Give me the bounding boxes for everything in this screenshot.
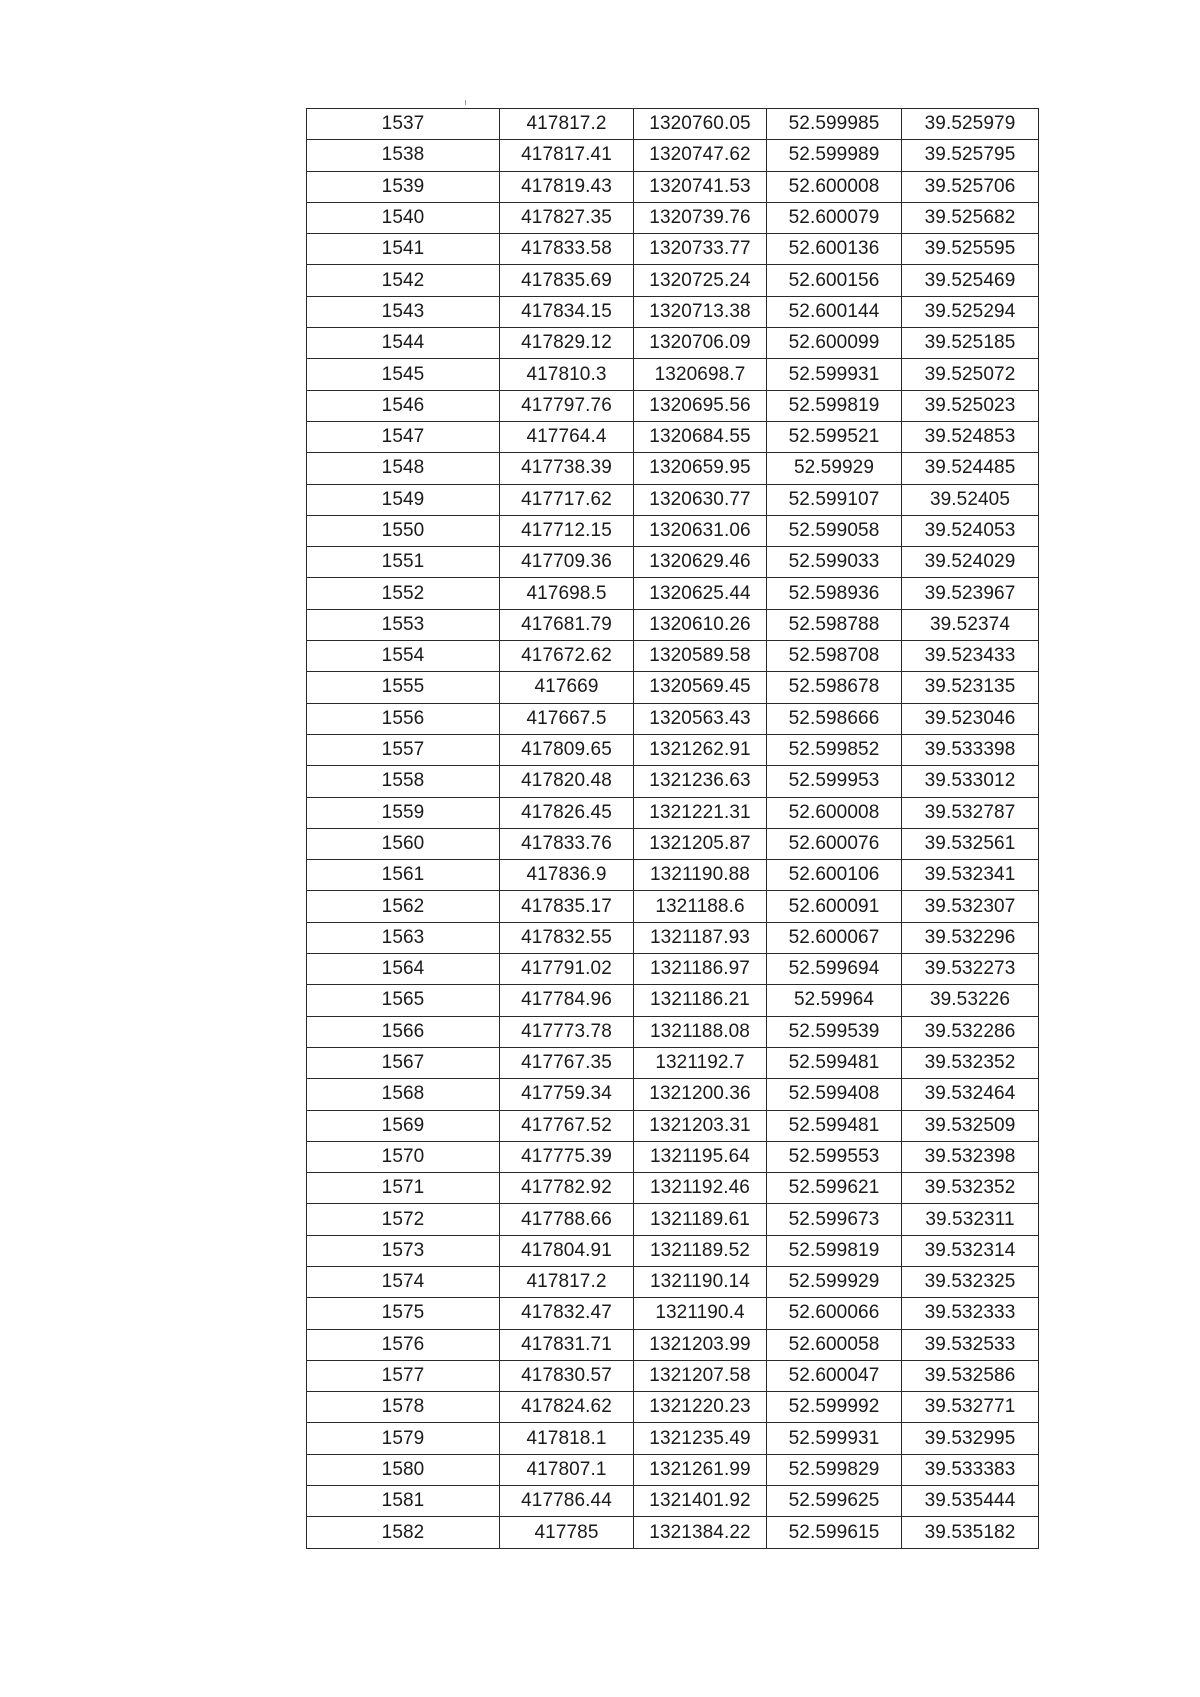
point-number-cell: 1542 bbox=[307, 265, 500, 296]
longitude-cell: 39.532286 bbox=[902, 1016, 1039, 1047]
point-number-cell: 1581 bbox=[307, 1486, 500, 1517]
point-number-cell: 1569 bbox=[307, 1110, 500, 1141]
y-coordinate-cell: 1320713.38 bbox=[634, 296, 767, 327]
table-row bbox=[307, 296, 1039, 327]
longitude-cell: 39.535444 bbox=[902, 1486, 1039, 1517]
table-row bbox=[307, 578, 1039, 609]
table-row bbox=[307, 1173, 1039, 1204]
latitude-cell: 52.600076 bbox=[767, 828, 902, 859]
longitude-cell: 39.532314 bbox=[902, 1235, 1039, 1266]
y-coordinate-cell: 1321261.99 bbox=[634, 1454, 767, 1485]
x-coordinate-cell: 417804.91 bbox=[500, 1235, 634, 1266]
table-row bbox=[307, 1392, 1039, 1423]
point-number-cell: 1551 bbox=[307, 547, 500, 578]
longitude-cell: 39.524029 bbox=[902, 547, 1039, 578]
point-number-cell: 1571 bbox=[307, 1173, 500, 1204]
latitude-cell: 52.598788 bbox=[767, 609, 902, 640]
table-row bbox=[307, 109, 1039, 140]
table-row bbox=[307, 140, 1039, 171]
y-coordinate-cell: 1321220.23 bbox=[634, 1392, 767, 1423]
latitude-cell: 52.598666 bbox=[767, 703, 902, 734]
x-coordinate-cell: 417775.39 bbox=[500, 1141, 634, 1172]
x-coordinate-cell: 417834.15 bbox=[500, 296, 634, 327]
x-coordinate-cell: 417681.79 bbox=[500, 609, 634, 640]
point-number-cell: 1541 bbox=[307, 234, 500, 265]
x-coordinate-cell: 417819.43 bbox=[500, 171, 634, 202]
table-row bbox=[307, 1110, 1039, 1141]
y-coordinate-cell: 1321190.14 bbox=[634, 1266, 767, 1297]
table-row bbox=[307, 641, 1039, 672]
x-coordinate-cell: 417712.15 bbox=[500, 515, 634, 546]
point-number-cell: 1557 bbox=[307, 734, 500, 765]
table-row bbox=[307, 234, 1039, 265]
point-number-cell: 1567 bbox=[307, 1047, 500, 1078]
point-number-cell: 1579 bbox=[307, 1423, 500, 1454]
y-coordinate-cell: 1321195.64 bbox=[634, 1141, 767, 1172]
y-coordinate-cell: 1321187.93 bbox=[634, 922, 767, 953]
table-row bbox=[307, 390, 1039, 421]
latitude-cell: 52.599033 bbox=[767, 547, 902, 578]
y-coordinate-cell: 1320625.44 bbox=[634, 578, 767, 609]
x-coordinate-cell: 417826.45 bbox=[500, 797, 634, 828]
longitude-cell: 39.532352 bbox=[902, 1173, 1039, 1204]
table-row bbox=[307, 1047, 1039, 1078]
x-coordinate-cell: 417818.1 bbox=[500, 1423, 634, 1454]
y-coordinate-cell: 1321384.22 bbox=[634, 1517, 767, 1548]
point-number-cell: 1546 bbox=[307, 390, 500, 421]
point-number-cell: 1556 bbox=[307, 703, 500, 734]
table-row bbox=[307, 421, 1039, 452]
table-row bbox=[307, 359, 1039, 390]
y-coordinate-cell: 1321189.61 bbox=[634, 1204, 767, 1235]
table-row bbox=[307, 860, 1039, 891]
y-coordinate-cell: 1321188.6 bbox=[634, 891, 767, 922]
y-coordinate-cell: 1321203.31 bbox=[634, 1110, 767, 1141]
point-number-cell: 1573 bbox=[307, 1235, 500, 1266]
x-coordinate-cell: 417833.76 bbox=[500, 828, 634, 859]
x-coordinate-cell: 417833.58 bbox=[500, 234, 634, 265]
x-coordinate-cell: 417829.12 bbox=[500, 328, 634, 359]
longitude-cell: 39.523433 bbox=[902, 641, 1039, 672]
y-coordinate-cell: 1320741.53 bbox=[634, 171, 767, 202]
longitude-cell: 39.533383 bbox=[902, 1454, 1039, 1485]
table-row bbox=[307, 797, 1039, 828]
y-coordinate-cell: 1321205.87 bbox=[634, 828, 767, 859]
latitude-cell: 52.599992 bbox=[767, 1392, 902, 1423]
point-number-cell: 1560 bbox=[307, 828, 500, 859]
table-row bbox=[307, 1360, 1039, 1391]
latitude-cell: 52.599481 bbox=[767, 1047, 902, 1078]
longitude-cell: 39.523967 bbox=[902, 578, 1039, 609]
longitude-cell: 39.532307 bbox=[902, 891, 1039, 922]
table-row bbox=[307, 672, 1039, 703]
longitude-cell: 39.525072 bbox=[902, 359, 1039, 390]
longitude-cell: 39.525469 bbox=[902, 265, 1039, 296]
table-row bbox=[307, 1079, 1039, 1110]
point-number-cell: 1554 bbox=[307, 641, 500, 672]
x-coordinate-cell: 417782.92 bbox=[500, 1173, 634, 1204]
table-row bbox=[307, 922, 1039, 953]
x-coordinate-cell: 417831.71 bbox=[500, 1329, 634, 1360]
y-coordinate-cell: 1321200.36 bbox=[634, 1079, 767, 1110]
y-coordinate-cell: 1320569.45 bbox=[634, 672, 767, 703]
table-row bbox=[307, 547, 1039, 578]
longitude-cell: 39.532787 bbox=[902, 797, 1039, 828]
table-row bbox=[307, 766, 1039, 797]
x-coordinate-cell: 417672.62 bbox=[500, 641, 634, 672]
point-number-cell: 1538 bbox=[307, 140, 500, 171]
latitude-cell: 52.59964 bbox=[767, 985, 902, 1016]
point-number-cell: 1540 bbox=[307, 202, 500, 233]
longitude-cell: 39.524053 bbox=[902, 515, 1039, 546]
point-number-cell: 1568 bbox=[307, 1079, 500, 1110]
point-number-cell: 1549 bbox=[307, 484, 500, 515]
y-coordinate-cell: 1321207.58 bbox=[634, 1360, 767, 1391]
x-coordinate-cell: 417698.5 bbox=[500, 578, 634, 609]
latitude-cell: 52.600058 bbox=[767, 1329, 902, 1360]
point-number-cell: 1563 bbox=[307, 922, 500, 953]
table-row bbox=[307, 985, 1039, 1016]
table-row bbox=[307, 171, 1039, 202]
table-row bbox=[307, 1423, 1039, 1454]
latitude-cell: 52.600099 bbox=[767, 328, 902, 359]
longitude-cell: 39.52405 bbox=[902, 484, 1039, 515]
table-row bbox=[307, 609, 1039, 640]
latitude-cell: 52.600156 bbox=[767, 265, 902, 296]
y-coordinate-cell: 1321235.49 bbox=[634, 1423, 767, 1454]
longitude-cell: 39.525294 bbox=[902, 296, 1039, 327]
table-row bbox=[307, 703, 1039, 734]
latitude-cell: 52.600047 bbox=[767, 1360, 902, 1391]
point-number-cell: 1564 bbox=[307, 954, 500, 985]
x-coordinate-cell: 417817.2 bbox=[500, 109, 634, 140]
longitude-cell: 39.533398 bbox=[902, 734, 1039, 765]
x-coordinate-cell: 417836.9 bbox=[500, 860, 634, 891]
y-coordinate-cell: 1320760.05 bbox=[634, 109, 767, 140]
point-number-cell: 1559 bbox=[307, 797, 500, 828]
y-coordinate-cell: 1320631.06 bbox=[634, 515, 767, 546]
latitude-cell: 52.599931 bbox=[767, 1423, 902, 1454]
longitude-cell: 39.532352 bbox=[902, 1047, 1039, 1078]
y-coordinate-cell: 1320725.24 bbox=[634, 265, 767, 296]
latitude-cell: 52.599694 bbox=[767, 954, 902, 985]
x-coordinate-cell: 417767.35 bbox=[500, 1047, 634, 1078]
table-row bbox=[307, 1454, 1039, 1485]
point-number-cell: 1570 bbox=[307, 1141, 500, 1172]
table-row bbox=[307, 1486, 1039, 1517]
longitude-cell: 39.532771 bbox=[902, 1392, 1039, 1423]
latitude-cell: 52.599931 bbox=[767, 359, 902, 390]
latitude-cell: 52.600067 bbox=[767, 922, 902, 953]
x-coordinate-cell: 417759.34 bbox=[500, 1079, 634, 1110]
latitude-cell: 52.600008 bbox=[767, 797, 902, 828]
y-coordinate-cell: 1321401.92 bbox=[634, 1486, 767, 1517]
y-coordinate-cell: 1320589.58 bbox=[634, 641, 767, 672]
longitude-cell: 39.532995 bbox=[902, 1423, 1039, 1454]
longitude-cell: 39.532325 bbox=[902, 1266, 1039, 1297]
point-number-cell: 1562 bbox=[307, 891, 500, 922]
x-coordinate-cell: 417824.62 bbox=[500, 1392, 634, 1423]
point-number-cell: 1553 bbox=[307, 609, 500, 640]
point-number-cell: 1537 bbox=[307, 109, 500, 140]
latitude-cell: 52.600066 bbox=[767, 1298, 902, 1329]
longitude-cell: 39.523046 bbox=[902, 703, 1039, 734]
longitude-cell: 39.525979 bbox=[902, 109, 1039, 140]
longitude-cell: 39.532341 bbox=[902, 860, 1039, 891]
table-row bbox=[307, 1298, 1039, 1329]
table-row bbox=[307, 828, 1039, 859]
y-coordinate-cell: 1320706.09 bbox=[634, 328, 767, 359]
latitude-cell: 52.599985 bbox=[767, 109, 902, 140]
point-number-cell: 1550 bbox=[307, 515, 500, 546]
x-coordinate-cell: 417791.02 bbox=[500, 954, 634, 985]
x-coordinate-cell: 417820.48 bbox=[500, 766, 634, 797]
y-coordinate-cell: 1321236.63 bbox=[634, 766, 767, 797]
y-coordinate-cell: 1321221.31 bbox=[634, 797, 767, 828]
y-coordinate-cell: 1321192.7 bbox=[634, 1047, 767, 1078]
latitude-cell: 52.600079 bbox=[767, 202, 902, 233]
point-number-cell: 1545 bbox=[307, 359, 500, 390]
point-number-cell: 1547 bbox=[307, 421, 500, 452]
point-number-cell: 1544 bbox=[307, 328, 500, 359]
y-coordinate-cell: 1320630.77 bbox=[634, 484, 767, 515]
longitude-cell: 39.532533 bbox=[902, 1329, 1039, 1360]
latitude-cell: 52.598708 bbox=[767, 641, 902, 672]
point-number-cell: 1577 bbox=[307, 1360, 500, 1391]
latitude-cell: 52.599953 bbox=[767, 766, 902, 797]
point-number-cell: 1580 bbox=[307, 1454, 500, 1485]
latitude-cell: 52.598936 bbox=[767, 578, 902, 609]
point-number-cell: 1558 bbox=[307, 766, 500, 797]
table-row bbox=[307, 1329, 1039, 1360]
x-coordinate-cell: 417785 bbox=[500, 1517, 634, 1548]
latitude-cell: 52.600091 bbox=[767, 891, 902, 922]
longitude-cell: 39.525185 bbox=[902, 328, 1039, 359]
x-coordinate-cell: 417709.36 bbox=[500, 547, 634, 578]
latitude-cell: 52.599107 bbox=[767, 484, 902, 515]
scan-artifact-mark bbox=[465, 100, 466, 105]
y-coordinate-cell: 1321203.99 bbox=[634, 1329, 767, 1360]
x-coordinate-cell: 417773.78 bbox=[500, 1016, 634, 1047]
latitude-cell: 52.599539 bbox=[767, 1016, 902, 1047]
table-row bbox=[307, 453, 1039, 484]
longitude-cell: 39.532273 bbox=[902, 954, 1039, 985]
x-coordinate-cell: 417809.65 bbox=[500, 734, 634, 765]
point-number-cell: 1552 bbox=[307, 578, 500, 609]
point-number-cell: 1575 bbox=[307, 1298, 500, 1329]
x-coordinate-cell: 417832.47 bbox=[500, 1298, 634, 1329]
table-row bbox=[307, 734, 1039, 765]
longitude-cell: 39.525595 bbox=[902, 234, 1039, 265]
table-row bbox=[307, 515, 1039, 546]
longitude-cell: 39.52374 bbox=[902, 609, 1039, 640]
x-coordinate-cell: 417835.69 bbox=[500, 265, 634, 296]
y-coordinate-cell: 1321190.88 bbox=[634, 860, 767, 891]
x-coordinate-cell: 417797.76 bbox=[500, 390, 634, 421]
y-coordinate-cell: 1321190.4 bbox=[634, 1298, 767, 1329]
point-number-cell: 1548 bbox=[307, 453, 500, 484]
latitude-cell: 52.599829 bbox=[767, 1454, 902, 1485]
longitude-cell: 39.532311 bbox=[902, 1204, 1039, 1235]
latitude-cell: 52.599989 bbox=[767, 140, 902, 171]
latitude-cell: 52.599408 bbox=[767, 1079, 902, 1110]
latitude-cell: 52.599852 bbox=[767, 734, 902, 765]
y-coordinate-cell: 1320698.7 bbox=[634, 359, 767, 390]
x-coordinate-cell: 417830.57 bbox=[500, 1360, 634, 1391]
latitude-cell: 52.599615 bbox=[767, 1517, 902, 1548]
y-coordinate-cell: 1320659.95 bbox=[634, 453, 767, 484]
longitude-cell: 39.525706 bbox=[902, 171, 1039, 202]
table-row bbox=[307, 265, 1039, 296]
latitude-cell: 52.600136 bbox=[767, 234, 902, 265]
latitude-cell: 52.600008 bbox=[767, 171, 902, 202]
latitude-cell: 52.599058 bbox=[767, 515, 902, 546]
point-number-cell: 1539 bbox=[307, 171, 500, 202]
table-row bbox=[307, 1141, 1039, 1172]
longitude-cell: 39.532464 bbox=[902, 1079, 1039, 1110]
latitude-cell: 52.599621 bbox=[767, 1173, 902, 1204]
longitude-cell: 39.532509 bbox=[902, 1110, 1039, 1141]
longitude-cell: 39.532296 bbox=[902, 922, 1039, 953]
longitude-cell: 39.533012 bbox=[902, 766, 1039, 797]
x-coordinate-cell: 417784.96 bbox=[500, 985, 634, 1016]
table-row bbox=[307, 328, 1039, 359]
longitude-cell: 39.53226 bbox=[902, 985, 1039, 1016]
y-coordinate-cell: 1320739.76 bbox=[634, 202, 767, 233]
point-number-cell: 1578 bbox=[307, 1392, 500, 1423]
y-coordinate-cell: 1321186.21 bbox=[634, 985, 767, 1016]
longitude-cell: 39.532333 bbox=[902, 1298, 1039, 1329]
latitude-cell: 52.599819 bbox=[767, 1235, 902, 1266]
longitude-cell: 39.524853 bbox=[902, 421, 1039, 452]
y-coordinate-cell: 1320695.56 bbox=[634, 390, 767, 421]
latitude-cell: 52.599553 bbox=[767, 1141, 902, 1172]
x-coordinate-cell: 417827.35 bbox=[500, 202, 634, 233]
table-row bbox=[307, 1016, 1039, 1047]
table-row bbox=[307, 1517, 1039, 1548]
x-coordinate-cell: 417807.1 bbox=[500, 1454, 634, 1485]
point-number-cell: 1566 bbox=[307, 1016, 500, 1047]
longitude-cell: 39.524485 bbox=[902, 453, 1039, 484]
latitude-cell: 52.599819 bbox=[767, 390, 902, 421]
x-coordinate-cell: 417786.44 bbox=[500, 1486, 634, 1517]
x-coordinate-cell: 417669 bbox=[500, 672, 634, 703]
latitude-cell: 52.599625 bbox=[767, 1486, 902, 1517]
latitude-cell: 52.599481 bbox=[767, 1110, 902, 1141]
table-row bbox=[307, 202, 1039, 233]
y-coordinate-cell: 1320629.46 bbox=[634, 547, 767, 578]
point-number-cell: 1576 bbox=[307, 1329, 500, 1360]
point-number-cell: 1543 bbox=[307, 296, 500, 327]
x-coordinate-cell: 417832.55 bbox=[500, 922, 634, 953]
latitude-cell: 52.599929 bbox=[767, 1266, 902, 1297]
latitude-cell: 52.600106 bbox=[767, 860, 902, 891]
y-coordinate-cell: 1321262.91 bbox=[634, 734, 767, 765]
x-coordinate-cell: 417764.4 bbox=[500, 421, 634, 452]
longitude-cell: 39.532398 bbox=[902, 1141, 1039, 1172]
table-row bbox=[307, 1266, 1039, 1297]
y-coordinate-cell: 1320563.43 bbox=[634, 703, 767, 734]
table-row bbox=[307, 954, 1039, 985]
table-row bbox=[307, 1235, 1039, 1266]
y-coordinate-cell: 1321188.08 bbox=[634, 1016, 767, 1047]
x-coordinate-cell: 417817.2 bbox=[500, 1266, 634, 1297]
longitude-cell: 39.525682 bbox=[902, 202, 1039, 233]
longitude-cell: 39.532586 bbox=[902, 1360, 1039, 1391]
latitude-cell: 52.598678 bbox=[767, 672, 902, 703]
x-coordinate-cell: 417667.5 bbox=[500, 703, 634, 734]
x-coordinate-cell: 417817.41 bbox=[500, 140, 634, 171]
y-coordinate-cell: 1321186.97 bbox=[634, 954, 767, 985]
coordinate-table bbox=[306, 108, 1039, 1549]
table-row bbox=[307, 891, 1039, 922]
coordinate-table-body bbox=[307, 109, 1039, 1549]
y-coordinate-cell: 1321189.52 bbox=[634, 1235, 767, 1266]
x-coordinate-cell: 417810.3 bbox=[500, 359, 634, 390]
longitude-cell: 39.535182 bbox=[902, 1517, 1039, 1548]
y-coordinate-cell: 1320684.55 bbox=[634, 421, 767, 452]
longitude-cell: 39.525023 bbox=[902, 390, 1039, 421]
longitude-cell: 39.525795 bbox=[902, 140, 1039, 171]
latitude-cell: 52.600144 bbox=[767, 296, 902, 327]
point-number-cell: 1582 bbox=[307, 1517, 500, 1548]
latitude-cell: 52.599673 bbox=[767, 1204, 902, 1235]
longitude-cell: 39.523135 bbox=[902, 672, 1039, 703]
point-number-cell: 1565 bbox=[307, 985, 500, 1016]
point-number-cell: 1572 bbox=[307, 1204, 500, 1235]
point-number-cell: 1574 bbox=[307, 1266, 500, 1297]
y-coordinate-cell: 1320610.26 bbox=[634, 609, 767, 640]
point-number-cell: 1561 bbox=[307, 860, 500, 891]
latitude-cell: 52.59929 bbox=[767, 453, 902, 484]
latitude-cell: 52.599521 bbox=[767, 421, 902, 452]
y-coordinate-cell: 1320747.62 bbox=[634, 140, 767, 171]
x-coordinate-cell: 417788.66 bbox=[500, 1204, 634, 1235]
table-row bbox=[307, 484, 1039, 515]
x-coordinate-cell: 417835.17 bbox=[500, 891, 634, 922]
x-coordinate-cell: 417717.62 bbox=[500, 484, 634, 515]
longitude-cell: 39.532561 bbox=[902, 828, 1039, 859]
y-coordinate-cell: 1321192.46 bbox=[634, 1173, 767, 1204]
table-row bbox=[307, 1204, 1039, 1235]
x-coordinate-cell: 417767.52 bbox=[500, 1110, 634, 1141]
point-number-cell: 1555 bbox=[307, 672, 500, 703]
y-coordinate-cell: 1320733.77 bbox=[634, 234, 767, 265]
x-coordinate-cell: 417738.39 bbox=[500, 453, 634, 484]
